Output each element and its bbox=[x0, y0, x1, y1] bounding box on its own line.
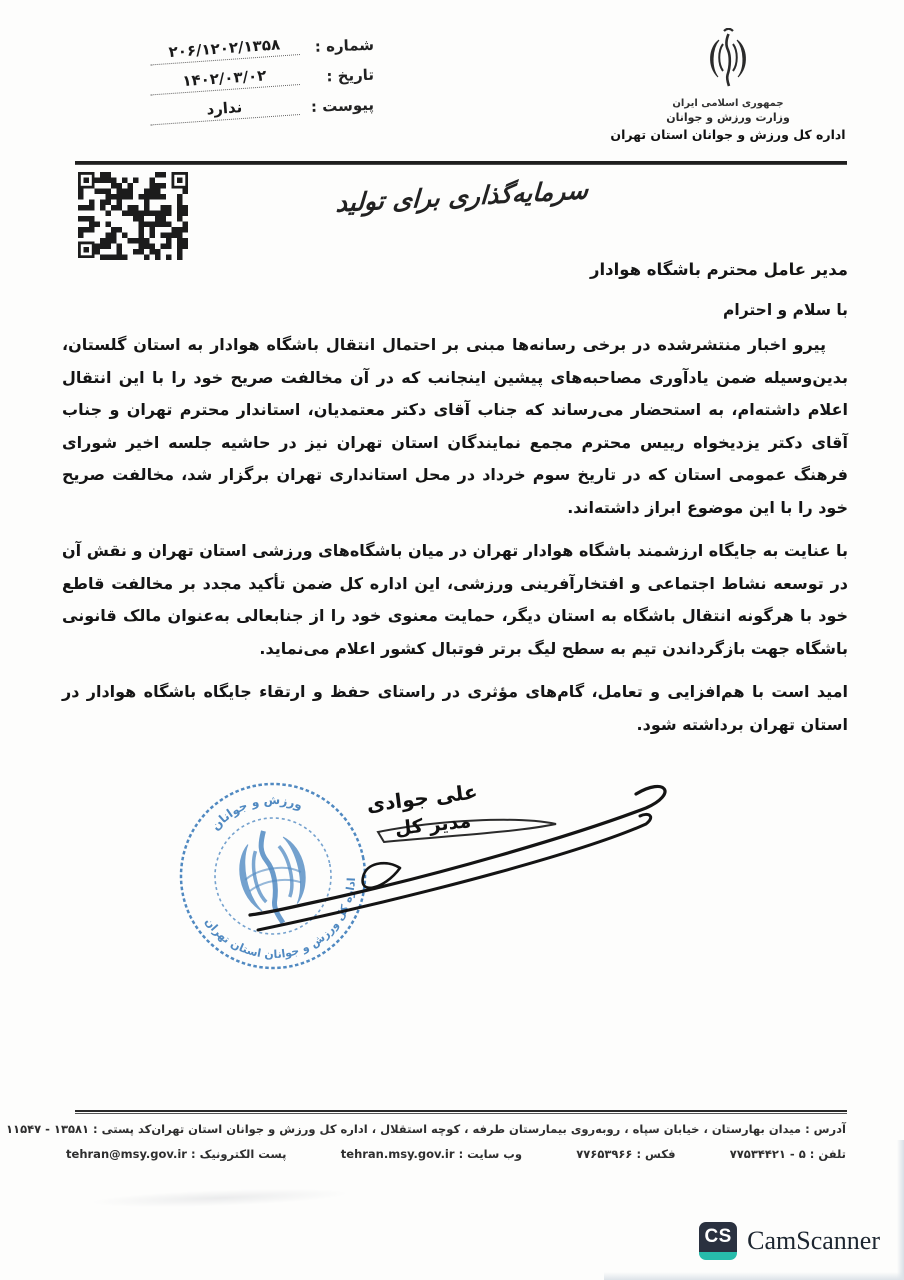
org-country: جمهوری اسلامی ایران bbox=[672, 98, 784, 109]
letter-body bbox=[62, 260, 848, 752]
footer bbox=[6, 1122, 846, 1172]
fax-label: فکس : bbox=[636, 1147, 676, 1161]
phone-group bbox=[730, 1147, 846, 1161]
signatory-name: علی جوادی bbox=[365, 779, 479, 817]
website-value: tehran.msy.gov.ir bbox=[340, 1147, 455, 1161]
org-ministry: وزارت ورزش و جوانان bbox=[666, 111, 790, 124]
salutation-line: با سلام و احترام bbox=[723, 301, 848, 319]
footer-divider bbox=[75, 1110, 847, 1114]
footer-address-line bbox=[6, 1122, 846, 1136]
field-date-label: تاریخ : bbox=[326, 65, 375, 86]
field-date bbox=[84, 64, 375, 91]
postal-group bbox=[6, 1122, 151, 1136]
website-group bbox=[341, 1147, 522, 1161]
header-divider bbox=[75, 161, 847, 165]
fax-group bbox=[576, 1147, 675, 1161]
camscanner-logo-text: CS bbox=[699, 1222, 737, 1252]
camscanner-logo-bar bbox=[699, 1252, 737, 1260]
address-label: آدرس : bbox=[805, 1122, 846, 1136]
field-number-value: ۲۰۶/۱۲۰۲/۱۳۵۸ bbox=[149, 34, 300, 65]
phone-value: ۵ - ۷۷۵۳۴۴۲۱ bbox=[729, 1147, 806, 1161]
email-value: tehran@msy.gov.ir bbox=[66, 1147, 187, 1161]
address-value: میدان بهارستان ، خیابان سپاه ، روبه‌روی بیمارستان طرفه ، کوچه استقلال ، اداره کل ورزش و جوانان استان تهران bbox=[151, 1122, 802, 1136]
signatory-title: مدیر کل bbox=[393, 810, 473, 840]
postal-value: ۱۳۵۸۱ - ۱۱۵۴۷ bbox=[6, 1122, 90, 1136]
footer-contacts-line bbox=[66, 1147, 846, 1161]
scan-edge-artifact-bottom bbox=[604, 1272, 904, 1280]
camscanner-watermark bbox=[699, 1222, 880, 1260]
camscanner-logo-icon bbox=[699, 1222, 737, 1260]
scan-edge-artifact-right bbox=[897, 1140, 904, 1280]
stamp-bottom-text: اداره کل ورزش و جوانان استان تهران bbox=[202, 877, 358, 962]
postal-label: کد پستی : bbox=[93, 1122, 152, 1136]
field-attachment-label: پیوست : bbox=[310, 95, 375, 116]
fax-value: ۷۷۶۵۳۹۶۶ bbox=[576, 1147, 633, 1161]
field-attachment-value: ندارد bbox=[149, 94, 300, 125]
stamp-top-text: ورزش و جوانان bbox=[208, 792, 305, 834]
letterhead-fields bbox=[84, 34, 374, 124]
iran-emblem-icon bbox=[699, 28, 757, 94]
paragraph-2: با عنایت به جایگاه ارزشمند باشگاه هوادار تهران در میان باشگاه‌های ورزشی استان تهران و نقش آن در توسعه نشاط اجتماعی و افتخارآفرینی ورزشی، این اداره کل ضمن تأکید مجدد بر مخالفت قاطع خود با هرگونه انتقال باشگاه به استان دیگر، حمایت معنوی خود را از جنابعالی به‌عنوان مالک قانونی باشگاه جهت بازگرداندن تیم به سطح لیگ برتر فوتبال کشور اعلام می‌نماید. bbox=[62, 541, 848, 658]
camscanner-label: CamScanner bbox=[747, 1226, 880, 1255]
paragraph-1: پیرو اخبار منتشرشده در برخی رسانه‌ها مبنی بر احتمال انتقال باشگاه هوادار به استان گلستان، بدین‌وسیله ضمن یادآوری مصاحبه‌های پیشین اینجانب که در آن مخالفت صریح خود را با این انتقال اعلام داشته‌ام، به استحضار می‌رساند که جناب آقای دکتر معتمدیان، استاندار محترم تهران و جناب آقای دکتر یزدیخواه رییس محترم مجمع نمایندگان استان تهران نیز در حاشیه جلسه اخیر شورای فرهنگ عمومی استان که در تاریخ سوم خرداد در محل استانداری تهران برگزار شد، مخالفت صریح خود را با این موضوع ابراز داشته‌اند. bbox=[62, 335, 848, 517]
qr-code bbox=[78, 172, 190, 260]
address-group bbox=[151, 1122, 846, 1136]
email-label: پست الکترونیک : bbox=[190, 1147, 287, 1161]
letterhead-org bbox=[588, 28, 868, 142]
field-attachment bbox=[84, 94, 375, 119]
scan-smudge-artifact bbox=[90, 1185, 350, 1210]
year-slogan-calligraphy: سرمایه‌گذاری برای تولید bbox=[335, 175, 589, 218]
org-department: اداره کل ورزش و جوانان استان تهران bbox=[610, 127, 846, 142]
paragraph-3: امید است با هم‌افزایی و تعامل، گام‌های مؤثری در راستای حفظ و ارتقاء جایگاه باشگاه هوادار در استان تهران برداشته شود. bbox=[62, 682, 848, 734]
website-label: وب سایت : bbox=[458, 1147, 523, 1161]
recipient-line: مدیر عامل محترم باشگاه هوادار bbox=[589, 260, 848, 279]
field-date-value: ۱۴۰۲/۰۳/۰۲ bbox=[149, 64, 300, 95]
field-number bbox=[84, 34, 375, 62]
field-number-label: شماره : bbox=[314, 35, 375, 56]
email-group bbox=[66, 1147, 286, 1161]
phone-label: تلفن : bbox=[809, 1147, 846, 1161]
